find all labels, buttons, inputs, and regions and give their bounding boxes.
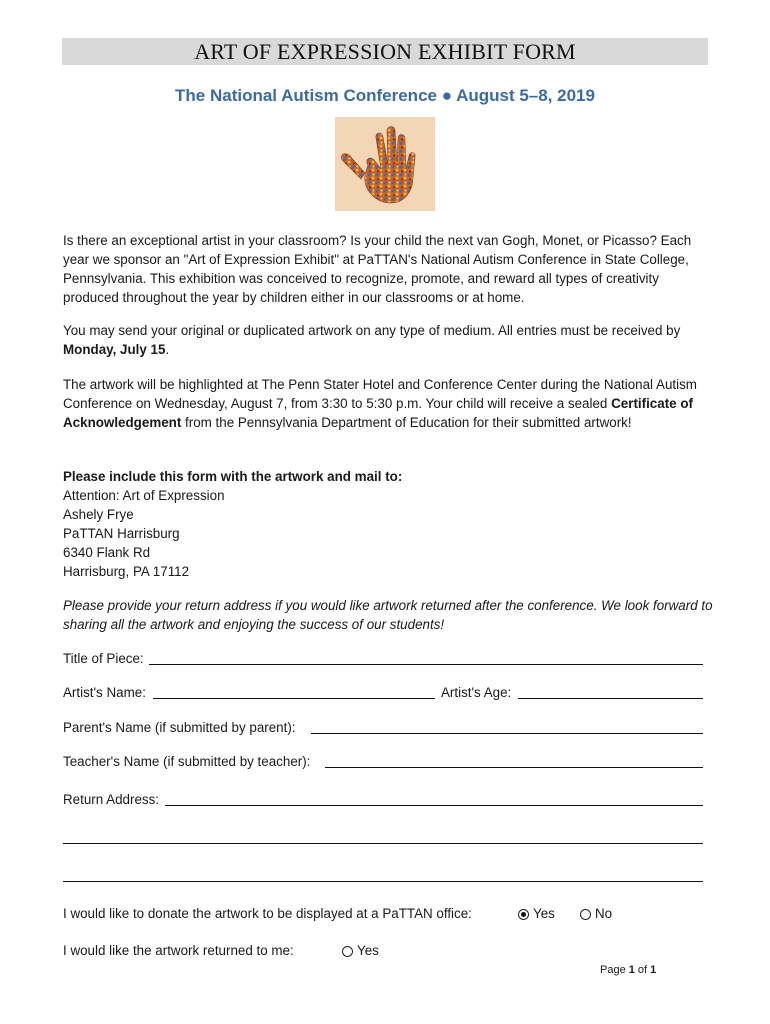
teacher-name-field[interactable] bbox=[325, 767, 703, 768]
event-text: The artwork will be highlighted at The Penn Stater Hotel and Conference Center during the National Autism Conference on Wednesday, August 7, from 3:30 to 5:30 p.m. Your child will receive a sealed bbox=[63, 377, 697, 411]
title-of-piece-row bbox=[63, 649, 703, 669]
event-end: from the Pennsylvania Department of Education for their submitted artwork! bbox=[181, 415, 632, 430]
mailing-heading: Please include this form with the artwork and mail to: bbox=[63, 469, 403, 484]
page-number bbox=[600, 962, 656, 978]
address-line: Attention: Art of Expression bbox=[63, 488, 225, 503]
donate-no-label: No bbox=[595, 906, 613, 921]
page-prefix: Page bbox=[600, 964, 629, 976]
address-line: PaTTAN Harrisburg bbox=[63, 526, 180, 541]
intro-paragraph: Is there an exceptional artist in your classroom? Is your child the next van Gogh, Monet, or Picasso? Each year we sponsor an "Art of Expression Exhibit" at PaTTAN's National Autism Conference in State College, Pennsylvania. This exhibition was conceived to recognize, promote, and reward all types of creativity produced throughout the year by children either in our classrooms or at home. bbox=[63, 233, 692, 305]
mailing-address bbox=[63, 467, 713, 581]
page-current: 1 bbox=[628, 964, 635, 976]
return-address-label: Return Address: bbox=[63, 792, 160, 807]
conference-subtitle: The National Autism Conference ● August 5–8, 2019 bbox=[175, 86, 595, 105]
return-address-line-3[interactable] bbox=[63, 881, 703, 882]
deadline-text: You may send your original or duplicated artwork on any type of medium. All entries must be received by bbox=[63, 323, 681, 338]
page-total: 1 bbox=[650, 964, 657, 976]
certificate-name: Certificate of Acknowledgement bbox=[63, 396, 693, 430]
handprint-image bbox=[335, 117, 435, 211]
artist-name-label: Artist's Name: bbox=[63, 685, 146, 700]
deadline-end: . bbox=[165, 342, 170, 357]
return-address-field[interactable] bbox=[165, 805, 703, 806]
artist-name-field[interactable] bbox=[153, 698, 435, 699]
address-line: Ashely Frye bbox=[63, 507, 134, 522]
donate-yes-radio[interactable] bbox=[518, 909, 529, 920]
return-question: I would like the artwork returned to me: bbox=[63, 943, 294, 958]
form-title: ART OF EXPRESSION EXHIBIT FORM bbox=[62, 38, 708, 65]
title-of-piece-field[interactable] bbox=[149, 664, 703, 665]
parent-row bbox=[63, 718, 703, 738]
handprint-icon bbox=[335, 117, 435, 211]
artist-row bbox=[63, 683, 703, 703]
teacher-row bbox=[63, 752, 703, 772]
deadline-date: Monday, July 15 bbox=[63, 342, 166, 357]
event-paragraph bbox=[63, 375, 713, 432]
page-middle: of bbox=[634, 964, 651, 976]
address-line: 6340 Flank Rd bbox=[63, 545, 151, 560]
donate-yes-label: Yes bbox=[533, 906, 555, 921]
artist-age-label: Artist's Age: bbox=[441, 685, 512, 700]
return-address-line-2[interactable] bbox=[63, 843, 703, 844]
donate-no-radio[interactable] bbox=[580, 909, 591, 920]
deadline-paragraph bbox=[63, 321, 713, 359]
return-address-row bbox=[63, 790, 703, 810]
donate-question: I would like to donate the artwork to be displayed at a PaTTAN office: bbox=[63, 906, 472, 921]
address-line: Harrisburg, PA 17112 bbox=[63, 564, 190, 579]
return-yes-radio[interactable] bbox=[342, 946, 353, 957]
artist-age-field[interactable] bbox=[518, 698, 703, 699]
parent-name-label: Parent's Name (if submitted by parent): bbox=[63, 720, 296, 735]
teacher-name-label: Teacher's Name (if submitted by teacher): bbox=[63, 754, 311, 769]
title-of-piece-label: Title of Piece: bbox=[63, 651, 144, 666]
return-note: Please provide your return address if you would like artwork returned after the conference. We look forward to sharing all the artwork and enjoying the success of our students! bbox=[63, 598, 713, 632]
parent-name-field[interactable] bbox=[311, 733, 703, 734]
return-yes-label: Yes bbox=[357, 943, 379, 958]
